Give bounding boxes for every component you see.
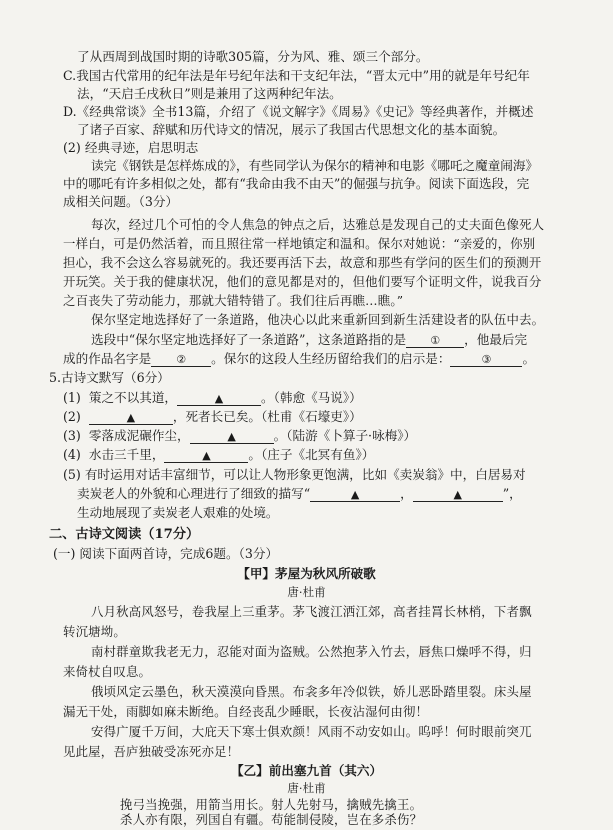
dictation-item-5-line-2 (77, 486, 522, 502)
excerpt-question-text-f: 。 (522, 351, 536, 366)
dictation-prompt: 策之不以其道， (88, 390, 178, 405)
option-b-continuation: 了从西周到战国时期的诗歌305篇，分为风、雅、颂三个部分。 (77, 49, 429, 64)
excerpt-question-text-d: 成的作品名字是 (63, 351, 152, 366)
dictation-source: 。（韩愈《马说》） (261, 390, 362, 405)
option-d-continuation: 了诸子百家、辞赋和历代诗文的情况，展示了我国古代思想文化的基本面貌。 (77, 122, 506, 137)
option-c-continuation: 法，“天启壬戌秋日”则是兼用了这两种纪年法。 (77, 86, 342, 101)
option-c: C.我国古代常用的纪年法是年号纪年法和干支纪年法，“晋太元中”用的就是年号纪年 (63, 68, 530, 83)
poem-1-line: 转沉塘坳。 (63, 624, 126, 639)
dictation-item (63, 409, 362, 425)
dictation-number: (2) (63, 409, 81, 424)
excerpt-question-text-e: 。保尔的这段人生经历留给我们的启示是： (211, 351, 451, 366)
excerpt-question-line-2 (63, 351, 535, 367)
dictation-blank[interactable]: ▲ (164, 449, 248, 463)
poem-1-title: 【甲】茅屋为秋风所破歌 (237, 566, 376, 581)
reading-instructions: (一) 阅读下面两首诗，完成6题。（3分） (53, 546, 279, 561)
question-intro-line-3: 成相关问题。（3分） (63, 194, 179, 209)
poem-2-author: 唐·杜甫 (287, 781, 326, 795)
excerpt-line-3: 担心，我不会这么容易就死的。我还要再活下去，故意和那些有学问的医生们的预测开 (63, 255, 542, 270)
excerpt-question-text-a: 选段中“保尔坚定地选择好了一条道路”，这条道路指的是 (91, 332, 407, 347)
dictation-close-quote: ”， (502, 486, 522, 501)
dictation-source: ，死者长已矣。（杜甫《石壕吏》） (172, 409, 362, 424)
answer-blank-3[interactable]: ③ (450, 353, 522, 367)
excerpt-line-2: 一样白，可是仍然活着，而且照往常一样地镇定和温和。保尔对她说：“亲爱的，你别 (63, 236, 536, 251)
option-d: D.《经典常谈》全书13篇，介绍了《说文解字》《周易》《史记》等经典著作，并概述 (63, 104, 534, 119)
dictation-item-5-line-3: 生动地展现了卖炭老人艰难的处境。 (77, 505, 279, 520)
poem-1-line: 俄顷风定云墨色，秋天漠漠向昏黑。布衾多年冷似铁，娇儿恶卧踏里裂。床头屋 (91, 684, 532, 699)
excerpt-line-5: 之百丧失了劳动能力，那就大错特错了。我们往后再瞧…瞧。” (63, 293, 404, 308)
poem-1-line: 八月秋高风怒号，卷我屋上三重茅。茅飞渡江洒江郊，高者挂罥长林梢，下者飘 (91, 604, 532, 619)
section-2-heading: 二、古诗文阅读（17分） (49, 527, 200, 542)
dictation-item (63, 390, 362, 406)
dictation-blank[interactable]: ▲ (89, 411, 173, 425)
subquestion-2-heading: (2) 经典寻迹，启思明志 (63, 140, 199, 155)
dictation-prompt: 卖炭老人的外貌和心理进行了细致的描写“ (77, 486, 311, 501)
question-5-heading: 5.古诗文默写（6分） (49, 370, 170, 385)
dictation-blank[interactable]: ▲ (413, 488, 503, 502)
poem-2-line: 杀人亦有限，列国自有疆。苟能制侵陵，岂在多杀伤？ (120, 812, 423, 827)
dictation-item (63, 428, 416, 444)
dictation-prompt: 水击三千里， (88, 447, 165, 462)
dictation-number: (3) (63, 428, 81, 443)
dictation-separator: ， (400, 486, 413, 501)
question-intro-line-2: 中的哪吒有许多相似之处，都有“我命由我不由天”的倔强与抗争。阅读下面选段，完 (63, 176, 530, 191)
dictation-prompt: 零落成泥碾作尘， (88, 428, 190, 443)
poem-2-title: 【乙】前出塞九首（其六） (230, 763, 383, 778)
dictation-item (63, 447, 374, 463)
poem-1-line: 南村群童欺我老无力，忍能对面为盗贼。公然抱茅入竹去，唇焦口燥呼不得，归 (91, 644, 532, 659)
excerpt-line-4: 开玩笑。关于我的健康状况，他们的意见都是对的，但他们要写个证明文件，说我百分 (63, 274, 542, 289)
excerpt-line-1: 每次，经过几个可怕的令人焦急的钟点之后，达雅总是发现自己的丈夫面色像死人 (91, 217, 545, 232)
poem-1-line: 安得广厦千万间，大庇天下寒士俱欢颜！风雨不动安如山。呜呼！何时眼前突兀 (91, 724, 532, 739)
dictation-number: (1) (63, 390, 81, 405)
answer-blank-2[interactable]: ② (151, 353, 211, 367)
poem-1-line: 来倚杖自叹息。 (63, 664, 152, 679)
dictation-blank[interactable]: ▲ (177, 392, 261, 406)
excerpt-question-line-1 (91, 332, 527, 348)
poem-2-line: 挽弓当挽强，用箭当用长。射人先射马，擒贼先擒王。 (120, 797, 423, 812)
dictation-blank[interactable]: ▲ (190, 430, 274, 444)
dictation-blank[interactable]: ▲ (310, 488, 400, 502)
excerpt-line-6: 保尔坚定地选择好了一条道路，他决心以此来重新回到新生活建设者的队伍中去。 (91, 312, 545, 327)
answer-blank-1[interactable]: ① (406, 334, 464, 348)
excerpt-question-text-c: ，他最后完 (464, 332, 528, 347)
poem-1-author: 唐·杜甫 (287, 585, 326, 599)
dictation-source: 。（庄子《北冥有鱼》） (248, 447, 375, 462)
dictation-item-5-line-1: (5) 有时运用对话丰富细节，可以让人物形象更饱满，比如《卖炭翁》中，白居易对 (63, 467, 526, 482)
poem-1-line: 漏无干处，雨脚如麻未断绝。自经丧乱少睡眠，长夜沾湿何由彻！ (63, 704, 429, 719)
question-intro-line-1: 读完《钢铁是怎样炼成的》，有些同学认为保尔的精神和电影《哪吒之魔童闹海》 (91, 158, 539, 173)
dictation-source: 。（陆游《卜算子·咏梅》） (273, 428, 417, 443)
dictation-number: (4) (63, 447, 81, 462)
poem-1-line: 见此屋，吾庐独破受冻死亦足！ (63, 744, 240, 759)
